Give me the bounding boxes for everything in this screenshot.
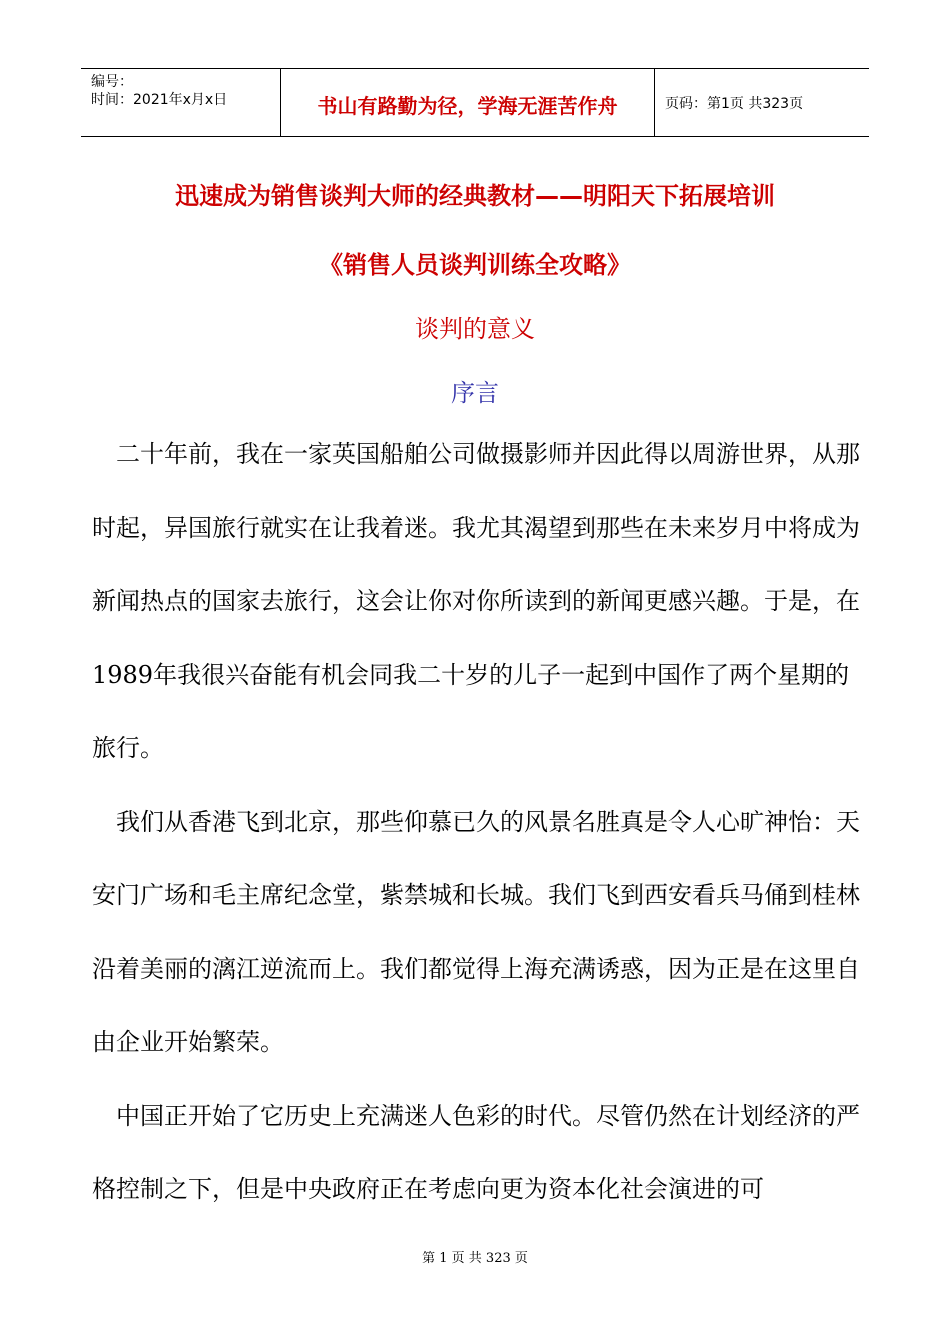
header-page-info: 页码：第1页 共323页: [665, 95, 804, 112]
book-title: 《销售人员谈判训练全攻略》: [319, 251, 631, 279]
paragraph: 我们从香港飞到北京，那些仰慕已久的风景名胜真是令人心旷神怡：天安门广场和毛主席纪念堂，紫禁城和长城。我们飞到西安看兵马俑到桂林沿着美丽的漓江逆流而上。我们都觉得上海充满诱惑，因为正是在这里自由企业开始繁荣。: [92, 807, 860, 1056]
time-label: 时间：2021年x月x日: [91, 92, 228, 108]
main-title: 迅速成为销售谈判大师的经典教材——明阳天下拓展培训: [175, 182, 775, 210]
paragraph: 中国正开始了它历史上充满迷人色彩的时代。尽管仍然在计划经济的严格控制之下，但是中央政府正在考虑向更为资本化社会演进的可: [92, 1101, 860, 1203]
number-label: 编号：: [91, 74, 133, 90]
page-header: [81, 68, 869, 137]
preface-title: 序言: [451, 379, 499, 407]
header-meta: [81, 69, 281, 136]
paragraph: 二十年前，我在一家英国船舶公司做摄影师并因此得以周游世界，从那时起，异国旅行就实在让我着迷。我尤其渴望到那些在未来岁月中将成为新闻热点的国家去旅行，这会让你对你所读到的新闻更感兴趣。于是，在1989年我很兴奋能有机会同我二十岁的儿子一起到中国作了两个星期的旅行。: [92, 440, 860, 762]
page-footer: 第 1 页 共 323 页: [422, 1251, 528, 1266]
header-motto: 书山有路勤为径，学海无涯苦作舟: [281, 69, 655, 136]
section-title: 谈判的意义: [415, 315, 535, 343]
body-text: [92, 418, 862, 1227]
